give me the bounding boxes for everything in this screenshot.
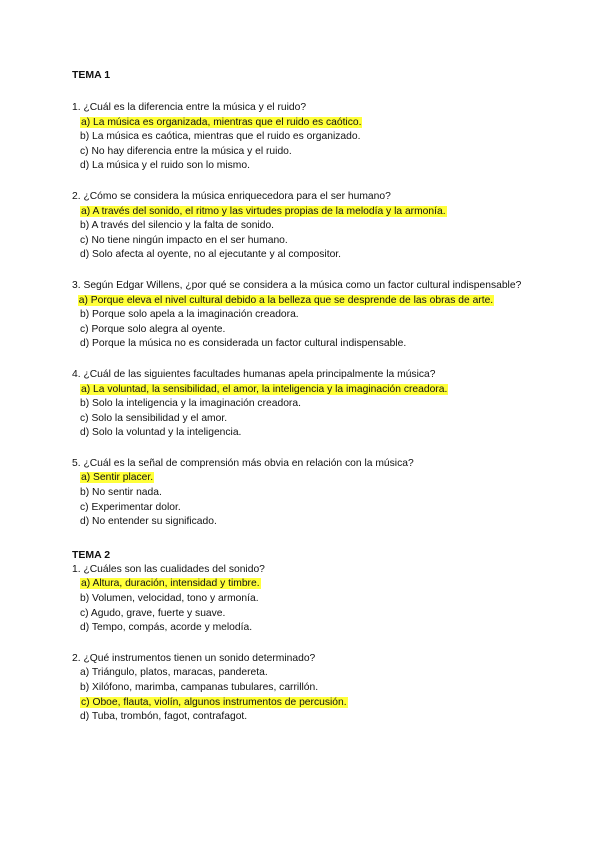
highlighted-answer: a) Altura, duración, intensidad y timbre. bbox=[81, 578, 260, 590]
option-b: b) La música es caótica, mientras que el ruido es organizado. bbox=[80, 131, 361, 143]
question-text: 1. ¿Cuál es la diferencia entre la música y el ruido? bbox=[72, 102, 307, 113]
option-a-correct bbox=[72, 116, 532, 131]
option-a: a) Triángulo, platos, maracas, pandereta. bbox=[80, 667, 268, 679]
options-list bbox=[72, 471, 532, 529]
option-c: c) Agudo, grave, fuerte y suave. bbox=[80, 607, 226, 619]
question-2 bbox=[72, 190, 532, 263]
option-d: d) Tuba, trombón, fagot, contrafagot. bbox=[80, 711, 248, 723]
option-a-correct bbox=[72, 205, 532, 220]
option-c: c) Porque solo alegra al oyente. bbox=[80, 323, 226, 335]
options-list bbox=[72, 116, 532, 174]
option-b: b) Solo la inteligencia y la imaginación creadora. bbox=[80, 398, 301, 410]
question-text: 2. ¿Cómo se considera la música enriquecedora para el ser humano? bbox=[72, 190, 391, 202]
option-d: d) Tempo, compás, acorde y melodía. bbox=[80, 622, 253, 634]
highlighted-answer: a) Sentir placer. bbox=[81, 472, 154, 484]
option-d: d) La música y el ruido son lo mismo. bbox=[80, 160, 250, 172]
tema2-question-1 bbox=[72, 563, 532, 636]
question-text: 3. Según Edgar Willens, ¿por qué se considera a la música como un factor cultural indispensable? bbox=[72, 279, 522, 291]
option-d: d) Solo afecta al oyente, no al ejecutante y al compositor. bbox=[80, 249, 342, 261]
option-a-correct bbox=[72, 577, 532, 592]
question-1 bbox=[72, 101, 532, 174]
option-c-correct bbox=[72, 696, 532, 711]
option-c: c) No tiene ningún impacto en el ser humano. bbox=[80, 234, 288, 246]
option-b: b) Volumen, velocidad, tono y armonía. bbox=[80, 593, 259, 605]
option-c: c) Experimentar dolor. bbox=[80, 501, 181, 513]
option-a-correct bbox=[72, 294, 532, 309]
options-list bbox=[72, 383, 532, 441]
option-b: b) Porque solo apela a la imaginación creadora. bbox=[80, 309, 299, 321]
option-d: d) Solo la voluntad y la inteligencia. bbox=[80, 427, 242, 439]
option-a-correct bbox=[72, 471, 532, 486]
option-c: c) No hay diferencia entre la música y el ruido. bbox=[80, 145, 292, 157]
section-title-tema-2: TEMA 2 bbox=[72, 548, 111, 561]
question-text: 4. ¿Cuál de las siguientes facultades humanas apela principalmente la música? bbox=[72, 368, 436, 380]
options-list bbox=[72, 577, 532, 635]
highlighted-answer: a) Porque eleva el nivel cultural debido a la belleza que se desprende de las obras de arte. bbox=[78, 294, 494, 306]
question-text: 2. ¿Qué instrumentos tienen un sonido determinado? bbox=[72, 652, 316, 664]
highlighted-answer: a) La voluntad, la sensibilidad, el amor, la inteligencia y la imaginación creadora. bbox=[81, 383, 448, 395]
option-a-correct bbox=[72, 383, 532, 398]
options-list bbox=[72, 294, 532, 352]
quiz-content bbox=[72, 68, 532, 725]
tema2-question-2 bbox=[72, 652, 532, 725]
question-text: 1. ¿Cuáles son las cualidades del sonido? bbox=[72, 563, 265, 575]
option-b: b) Xilófono, marimba, campanas tubulares, carrillón. bbox=[80, 682, 319, 693]
highlighted-answer: c) Oboe, flauta, violín, algunos instrumentos de percusión. bbox=[81, 696, 347, 708]
option-c: c) Solo la sensibilidad y el amor. bbox=[80, 412, 228, 424]
options-list bbox=[72, 205, 532, 263]
question-4 bbox=[72, 368, 532, 441]
options-list bbox=[72, 666, 532, 724]
question-text: 5. ¿Cuál es la señal de comprensión más obvia en relación con la música? bbox=[72, 457, 414, 469]
option-d: d) Porque la música no es considerada un factor cultural indispensable. bbox=[80, 338, 407, 350]
question-3 bbox=[72, 279, 532, 352]
question-5 bbox=[72, 457, 532, 530]
option-b: b) No sentir nada. bbox=[80, 487, 162, 499]
highlighted-answer: a) A través del sonido, el ritmo y las virtudes propias de la melodía y la armonía. bbox=[81, 205, 446, 217]
highlighted-answer: a) La música es organizada, mientras que el ruido es caótico. bbox=[81, 116, 362, 128]
option-d: d) No entender su significado. bbox=[80, 516, 217, 528]
option-b: b) A través del silencio y la falta de sonido. bbox=[80, 220, 275, 232]
section-title-tema-1: TEMA 1 bbox=[72, 69, 111, 81]
